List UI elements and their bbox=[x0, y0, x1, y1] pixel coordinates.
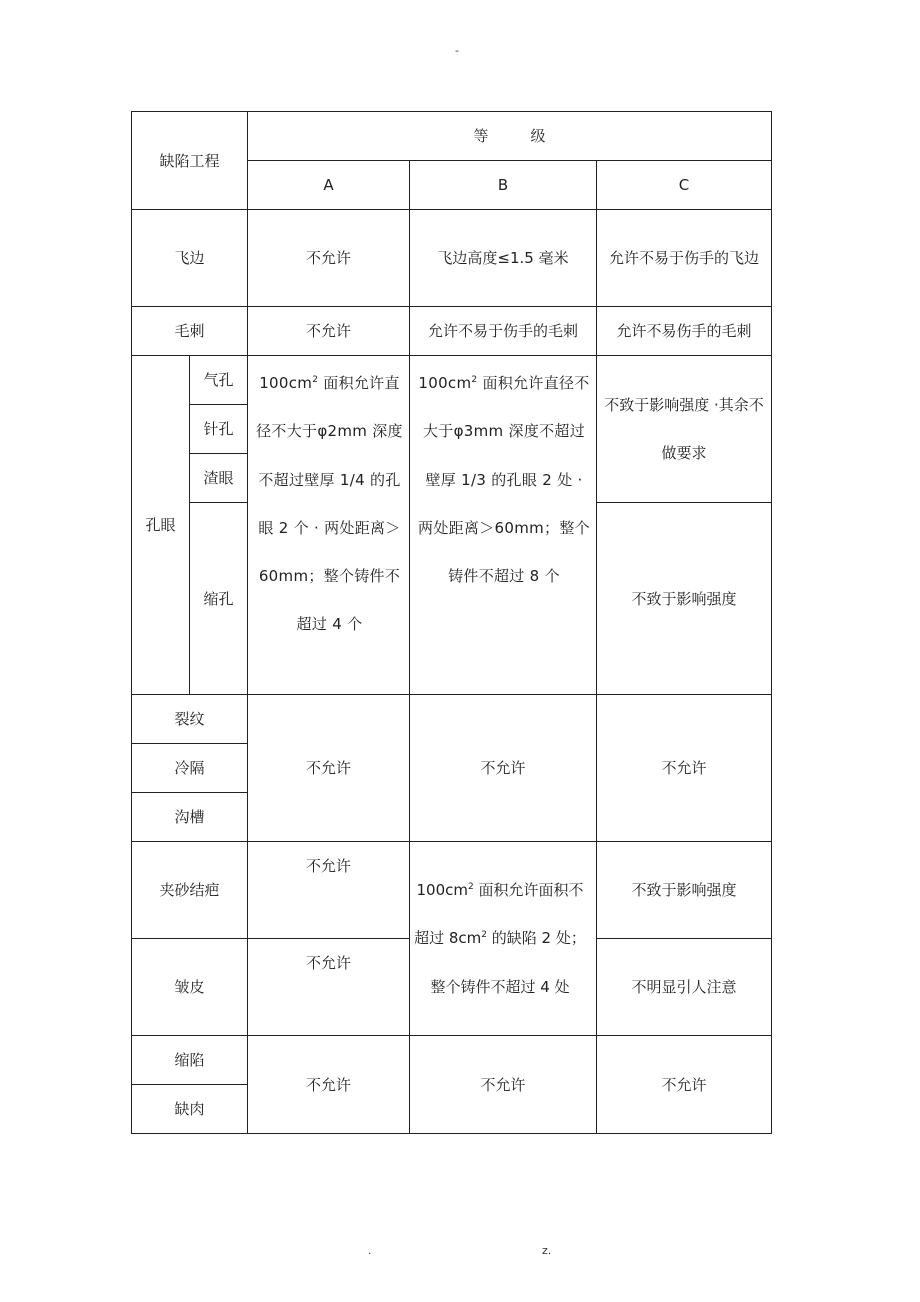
row-wrinkle-c: 不明显引人注意 bbox=[597, 939, 772, 1036]
row-burr-c: 允许不易伤手的毛刺 bbox=[597, 307, 772, 356]
row-wrinkle-a: 不允许 bbox=[248, 939, 410, 1036]
row-burr-b: 允许不易于伤手的毛刺 bbox=[410, 307, 597, 356]
header-col-b: B bbox=[410, 161, 597, 210]
row-sand-wrinkle-b: $100cm^2$ 面积允许面积不超过 $8cm^2$ 的缺陷 2 处；整个铸件不超过 4 处 bbox=[410, 842, 597, 1036]
row-holes-pin: 针孔 bbox=[190, 405, 248, 454]
header-defect-item: 缺陷工程 bbox=[132, 112, 248, 210]
row-flash-c: 允许不易于伤手的飞边 bbox=[597, 210, 772, 307]
row-sand-c: 不致于影响强度 bbox=[597, 842, 772, 939]
row-burr-name: 毛刺 bbox=[132, 307, 248, 356]
header-col-c: C bbox=[597, 161, 772, 210]
row-holes-slag: 渣眼 bbox=[190, 454, 248, 503]
header-col-a: A bbox=[248, 161, 410, 210]
row-holes-c-lower: 不致于影响强度 bbox=[597, 503, 772, 695]
row-burr-a: 不允许 bbox=[248, 307, 410, 356]
row-cracks-c: 不允许 bbox=[597, 695, 772, 842]
row-sink-a: 不允许 bbox=[248, 1036, 410, 1134]
row-crack-name: 裂纹 bbox=[132, 695, 248, 744]
row-holes-gas: 气孔 bbox=[190, 356, 248, 405]
footer-right-mark: z. bbox=[542, 1244, 552, 1257]
row-cracks-b: 不允许 bbox=[410, 695, 597, 842]
row-missing-name: 缺肉 bbox=[132, 1085, 248, 1134]
row-sand-a: 不允许 bbox=[248, 842, 410, 939]
row-holes-group: 孔眼 bbox=[132, 356, 190, 695]
footer-left-mark: . bbox=[368, 1244, 372, 1257]
row-cold-shut-name: 冷隔 bbox=[132, 744, 248, 793]
row-flash-a: 不允许 bbox=[248, 210, 410, 307]
row-sink-b: 不允许 bbox=[410, 1036, 597, 1134]
row-sand-name: 夹砂结疤 bbox=[132, 842, 248, 939]
row-holes-c-upper: 不致于影响强度 ·其余不做要求 bbox=[597, 356, 772, 503]
header-grade: 等 级 bbox=[248, 112, 772, 161]
row-groove-name: 沟槽 bbox=[132, 793, 248, 842]
row-wrinkle-name: 皱皮 bbox=[132, 939, 248, 1036]
row-holes-b: $100cm^2$ 面积允许直径不大于φ3mm 深度不超过壁厚 1/3 的孔眼 2 处 ·两处距离＞60mm；整个铸件不超过 8 个 bbox=[410, 356, 597, 695]
row-flash-name: 飞边 bbox=[132, 210, 248, 307]
row-holes-a: $100cm^2$ 面积允许直径不大于φ2mm 深度不超过壁厚 1/4 的孔眼 2 个 · 两处距离＞60mm；整个铸件不超过 4 个 bbox=[248, 356, 410, 695]
row-sink-c: 不允许 bbox=[597, 1036, 772, 1134]
row-flash-b: 飞边高度≤1.5 毫米 bbox=[410, 210, 597, 307]
row-cracks-a: 不允许 bbox=[248, 695, 410, 842]
defect-grade-table bbox=[131, 111, 772, 1134]
row-holes-shrink: 缩孔 bbox=[190, 503, 248, 695]
row-sink-name: 缩陷 bbox=[132, 1036, 248, 1085]
header-mark: - bbox=[455, 44, 459, 57]
